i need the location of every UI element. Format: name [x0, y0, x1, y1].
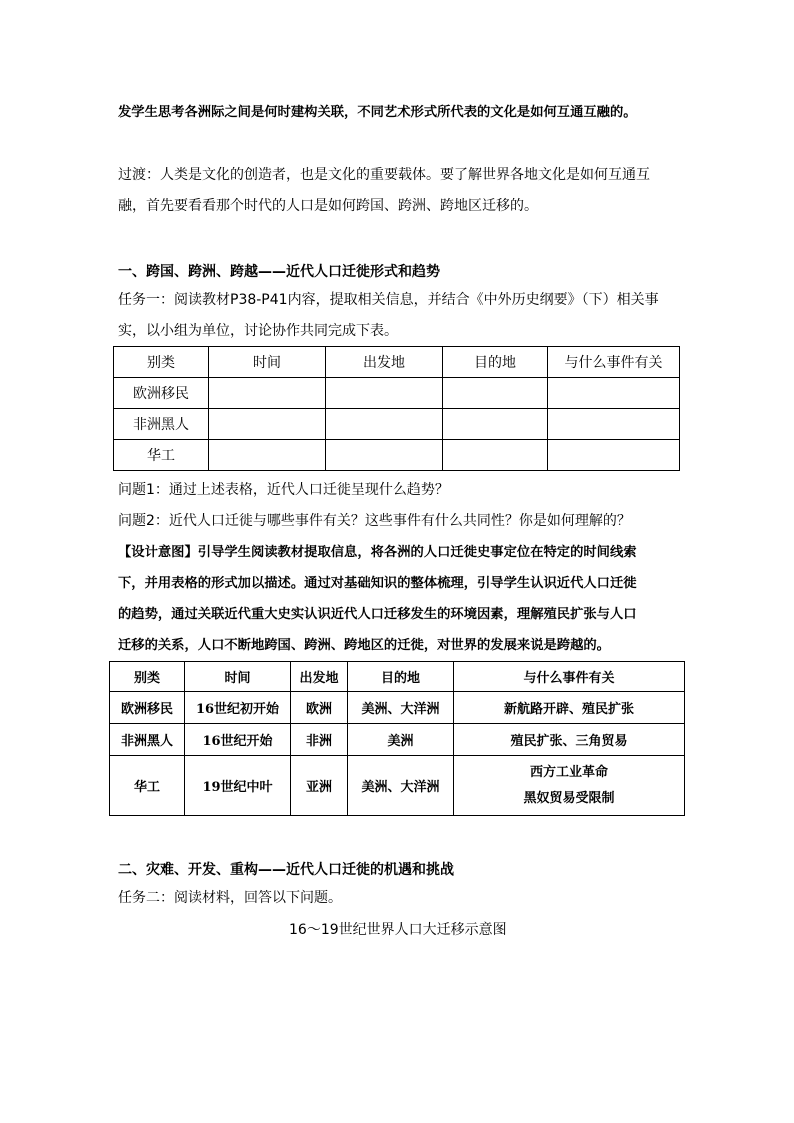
table-row	[114, 440, 680, 471]
answer-event-line: 西方工业革命	[529, 764, 608, 780]
answer-table	[109, 661, 685, 816]
answer-header-cell: 时间	[185, 662, 291, 692]
answer-type-cell: 欧洲移民	[110, 692, 185, 724]
answer-type-cell: 华工	[110, 756, 185, 816]
table-row-label: 华工	[114, 440, 209, 471]
blank-cell	[548, 440, 680, 471]
design-line-3: 的趋势，通过关联近代重大史实认识近代人口迁移发生的环境因素，理解殖民扩张与人口	[118, 607, 637, 622]
answer-row	[110, 724, 685, 756]
transition-line-1: 过渡：人类是文化的创造者，也是文化的重要载体。要了解世界各地文化是如何互通互	[118, 167, 650, 183]
answer-header-cell: 别类	[110, 662, 185, 692]
section2-title: 二、灾难、开发、重构——近代人口迁徙的机遇和挑战	[118, 862, 454, 878]
answer-dest-cell: 美洲、大洋洲	[348, 692, 454, 724]
answer-header-cell: 目的地	[348, 662, 454, 692]
answer-event-cell: 新航路开辟、殖民扩张	[454, 692, 685, 724]
table-row	[114, 409, 680, 440]
transition-line-2: 融，首先要看看那个时代的人口是如何跨国、跨洲、跨地区迁移的。	[118, 198, 538, 214]
blank-cell	[209, 378, 326, 409]
table-header-cell: 时间	[209, 347, 326, 378]
answer-dest-cell: 美洲	[348, 724, 454, 756]
table-header-cell: 与什么事件有关	[548, 347, 680, 378]
table-row-label: 欧洲移民	[114, 378, 209, 409]
answer-header-cell: 与什么事件有关	[454, 662, 685, 692]
task1-line-1: 任务一：阅读教材P38-P41内容，提取相关信息，并结合《中外历史纲要》（下）相关事	[118, 292, 659, 308]
blank-table	[113, 346, 680, 471]
table-header-cell: 出发地	[326, 347, 443, 378]
blank-cell	[326, 409, 443, 440]
answer-row	[110, 692, 685, 724]
intro-line: 发学生思考各洲际之间是何时建构关联，不同艺术形式所代表的文化是如何互通互融的。	[118, 105, 637, 120]
table-row-label: 非洲黑人	[114, 409, 209, 440]
section1-title: 一、跨国、跨洲、跨越——近代人口迁徙形式和趋势	[118, 264, 440, 280]
answer-header-cell: 出发地	[291, 662, 348, 692]
answer-time-cell: 16世纪初开始	[185, 692, 291, 724]
design-line-4: 迁移的关系，人口不断地跨国、跨洲、跨地区的迁徙，对世界的发展来说是跨越的。	[118, 638, 610, 653]
task1-line-2: 实，以小组为单位，讨论协作共同完成下表。	[118, 323, 398, 339]
answer-time-cell: 16世纪开始	[185, 724, 291, 756]
answer-origin-cell: 非洲	[291, 724, 348, 756]
blank-cell	[443, 378, 548, 409]
figure-caption: 16～19世纪世界人口大迁移示意图	[289, 922, 507, 938]
blank-cell	[209, 409, 326, 440]
design-line-2: 下，并用表格的形式加以描述。通过对基础知识的整体梳理，引导学生认识近代人口迁徙	[118, 576, 637, 591]
blank-cell	[443, 440, 548, 471]
blank-cell	[326, 440, 443, 471]
blank-cell	[443, 409, 548, 440]
blank-cell	[326, 378, 443, 409]
answer-row	[110, 756, 685, 816]
table-header-cell: 目的地	[443, 347, 548, 378]
answer-origin-cell: 亚洲	[291, 756, 348, 816]
task2-line: 任务二：阅读材料，回答以下问题。	[118, 890, 342, 906]
blank-cell	[548, 409, 680, 440]
blank-cell	[209, 440, 326, 471]
question-2: 问题2：近代人口迁徙与哪些事件有关？这些事件有什么共同性？你是如何理解的？	[118, 513, 631, 529]
table-header-cell: 别类	[114, 347, 209, 378]
table-header-row	[114, 347, 680, 378]
answer-origin-cell: 欧洲	[291, 692, 348, 724]
table-row	[114, 378, 680, 409]
question-1: 问题1：通过上述表格，近代人口迁徙呈现什么趋势？	[118, 482, 449, 498]
answer-event-cell: 殖民扩张、三角贸易	[454, 724, 685, 756]
answer-header-row	[110, 662, 685, 692]
answer-time-cell: 19世纪中叶	[185, 756, 291, 816]
answer-dest-cell: 美洲、大洋洲	[348, 756, 454, 816]
answer-type-cell: 非洲黑人	[110, 724, 185, 756]
answer-event-line: 黑奴贸易受限制	[523, 790, 615, 806]
answer-event-cell	[454, 756, 685, 816]
blank-cell	[548, 378, 680, 409]
design-line-1: 【设计意图】引导学生阅读教材提取信息，将各洲的人口迁徙史事定位在特定的时间线索	[118, 545, 637, 560]
